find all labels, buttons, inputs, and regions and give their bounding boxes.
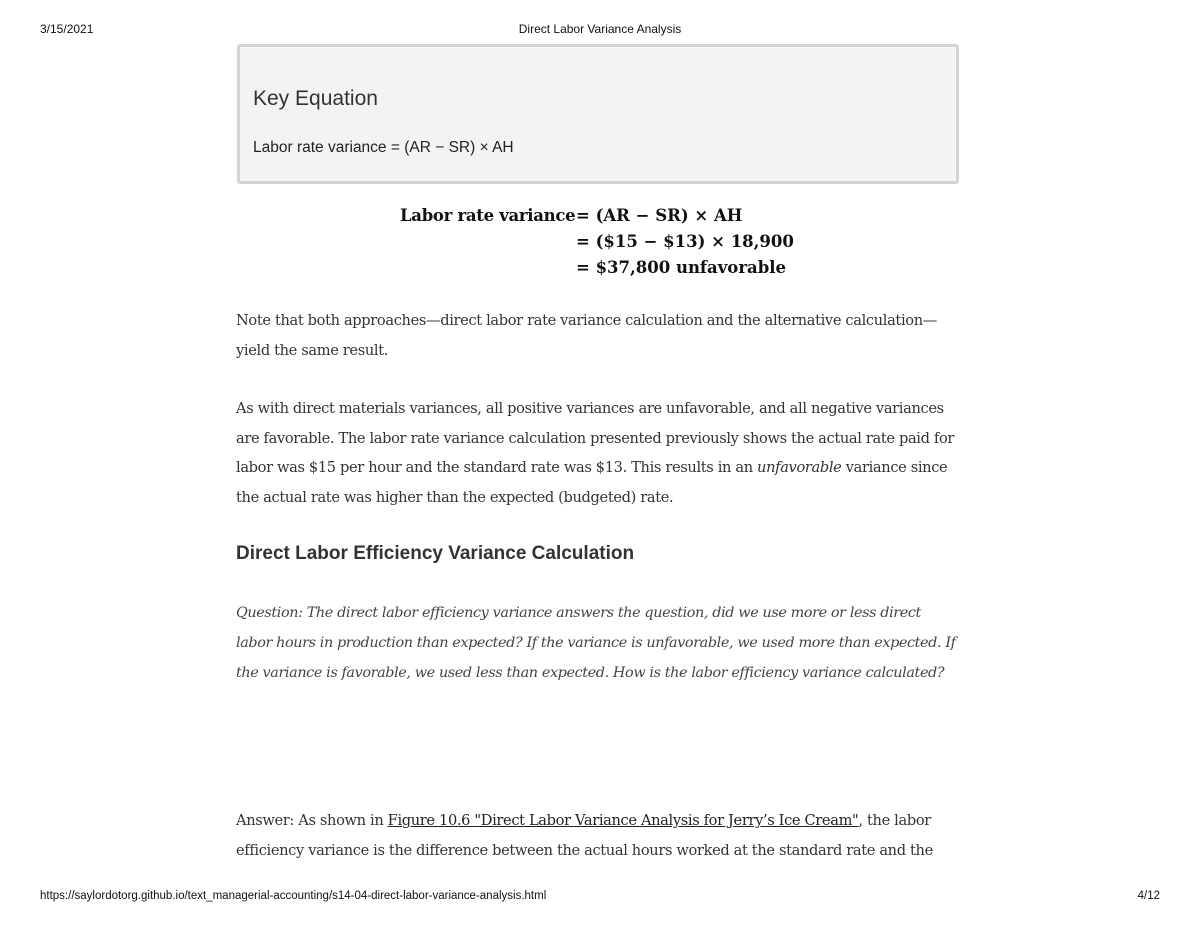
paragraph-text: variance since the actual rate was higher than the expected (budgeted) rate. <box>236 459 948 506</box>
section-heading: Direct Labor Efficiency Variance Calculation <box>236 543 635 564</box>
calculation-label: Labor rate variance <box>400 206 576 225</box>
page-number: 4/12 <box>1137 890 1160 902</box>
paragraph-approaches: Note that both approaches—direct labor rate variance calculation and the alternative calculation—yield the same result. <box>236 312 937 359</box>
key-equation-heading: Key Equation <box>253 87 378 110</box>
paragraph-variances <box>236 394 960 512</box>
calculation-line: = (AR − SR) × AH <box>576 206 743 225</box>
answer-text: , the labor efficiency variance is the difference between the actual hours worked at the standard rate and the <box>236 812 933 859</box>
page-url: https://saylordotorg.github.io/text_managerial-accounting/s14-04-direct-labor-variance-analysis.html <box>40 890 547 902</box>
question-paragraph: Question: The direct labor efficiency variance answers the question, did we use more or less direct labor hours in production than expected? If the variance is unfavorable, we used more than expected. If the variance is favorable, we used less than expected. How is the labor efficiency variance calculated? <box>236 605 956 681</box>
answer-paragraph <box>236 806 960 866</box>
paragraph-text: As with direct materials variances, all positive variances are unfavorable, and all negative variances are favorable. The labor rate variance calculation presented previously shows the actual rate paid for labor was $15 per hour and the standard rate was $13. This results in an <box>236 400 955 476</box>
emphasis-unfavorable: unfavorable <box>757 459 842 476</box>
print-date: 3/15/2021 <box>40 22 94 36</box>
calculation-line: = $37,800 unfavorable <box>576 258 787 277</box>
calculation-line: = ($15 − $13) × 18,900 <box>576 232 794 251</box>
document-title: Direct Labor Variance Analysis <box>518 22 682 36</box>
key-equation-box <box>237 44 959 184</box>
answer-text: Answer: As shown in <box>236 812 388 829</box>
key-equation-formula: Labor rate variance = (AR − SR) × AH <box>253 139 514 156</box>
figure-link[interactable]: Figure 10.6 "Direct Labor Variance Analysis for Jerry’s Ice Cream" <box>387 812 859 829</box>
